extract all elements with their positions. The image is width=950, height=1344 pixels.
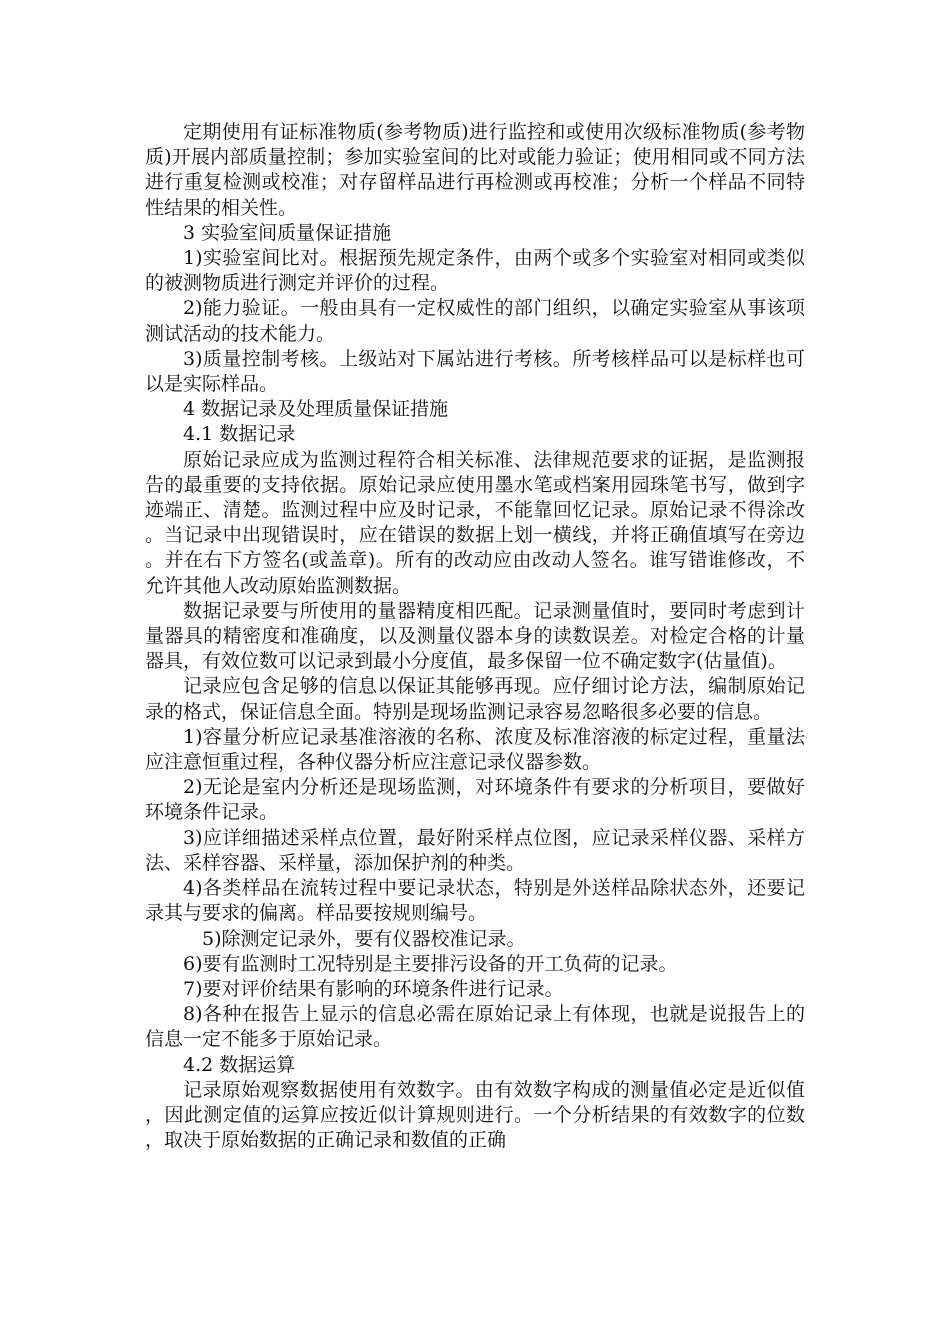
paragraph-quality-control: 定期使用有证标准物质(参考物质)进行监控和或使用次级标准物质(参考物质)开展内部质量控制；参加实验室间的比对或能力验证；使用相同或不同方法进行重复检测或校准；对存留样品进行再检测或再校准；分析一个样品不同特性结果的相关性。: [145, 121, 805, 219]
list-item-environment-conditions: 2)无论是室内分析还是现场监测，对环境条件有要求的分析项目，要做好环境条件记录。: [145, 776, 805, 824]
subsection-heading-4-2: 4.2 数据运算: [183, 1053, 296, 1076]
list-item-interlab-comparison: 1)实验室间比对。根据预先规定条件，由两个或多个实验室对相同或类似的被测物质进行测定并评价的过程。: [145, 247, 805, 295]
section-heading-4: 4 数据记录及处理质量保证措施: [183, 398, 449, 421]
paragraph-record-information: 记录应包含足够的信息以保证其能够再现。应仔细讨论方法，编制原始记录的格式，保证信息全面。特别是现场监测记录容易忽略很多必要的信息。: [145, 675, 805, 723]
list-item-instrument-calibration: 5)除测定记录外，要有仪器校准记录。: [202, 927, 526, 950]
document-page: [145, 120, 805, 1153]
list-item-working-conditions: 6)要有监测时工况特别是主要排污设备的开工负荷的记录。: [183, 952, 678, 975]
list-item-volumetric-analysis: 1)容量分析应记录基准溶液的名称、浓度及标准溶液的标定过程，重量法应注意恒重过程，各种仪器分析应注意记录仪器参数。: [145, 725, 805, 774]
list-item-quality-assessment: 3)质量控制考核。上级站对下属站进行考核。所考核样品可以是标样也可以是实际样品。: [145, 347, 805, 396]
list-item-evaluation-conditions: 7)要对评价结果有影响的环境条件进行记录。: [183, 977, 564, 1000]
section-heading-3: 3 实验室间质量保证措施: [183, 221, 392, 244]
list-item-sample-status: 4)各类样品在流转过程中要记录状态，特别是外送样品除状态外，还要记录其与要求的偏离。样品要按规则编号。: [145, 877, 805, 925]
subsection-heading-4-1: 4.1 数据记录: [183, 423, 296, 446]
list-item-proficiency-testing: 2)能力验证。一般由具有一定权威性的部门组织，以确定实验室从事该项测试活动的技术能力。: [145, 297, 805, 345]
paragraph-record-precision: 数据记录要与所使用的量器精度相匹配。记录测量值时，要同时考虑到计量器具的精密度和准确度，以及测量仪器本身的读数误差。对检定合格的计量器具，有效位数可以记录到最小分度值，最多保留一位不确定数字(估量值)。: [145, 599, 805, 673]
paragraph-data-calculation: 记录原始观察数据使用有效数字。由有效数字构成的测量值必定是近似值，因此测定值的运算应按近似计算规则进行。一个分析结果的有效数字的位数，取决于原始数据的正确记录和数值的正确: [145, 1078, 805, 1152]
list-item-sampling-point: 3)应详细描述采样点位置，最好附采样点位图，应记录采样仪器、采样方法、采样容器、采样量，添加保护剂的种类。: [145, 826, 805, 874]
list-item-report-information: 8)各种在报告上显示的信息必需在原始记录上有体现，也就是说报告上的信息一定不能多于原始记录。: [145, 1003, 805, 1051]
paragraph-original-records: 原始记录应成为监测过程符合相关标准、法律规范要求的证据，是监测报告的最重要的支持依据。原始记录应使用墨水笔或档案用园珠笔书写，做到字迹端正、清楚。监测过程中应及时记录，不能靠回忆记录。原始记录不得涂改。当记录中出现错误时，应在错误的数据上划一横线，并将正确值填写在旁边。并在右下方签名(或盖章)。所有的改动应由改动人签名。谁写错谁修改，不允许其他人改动原始监测数据。: [145, 448, 805, 597]
